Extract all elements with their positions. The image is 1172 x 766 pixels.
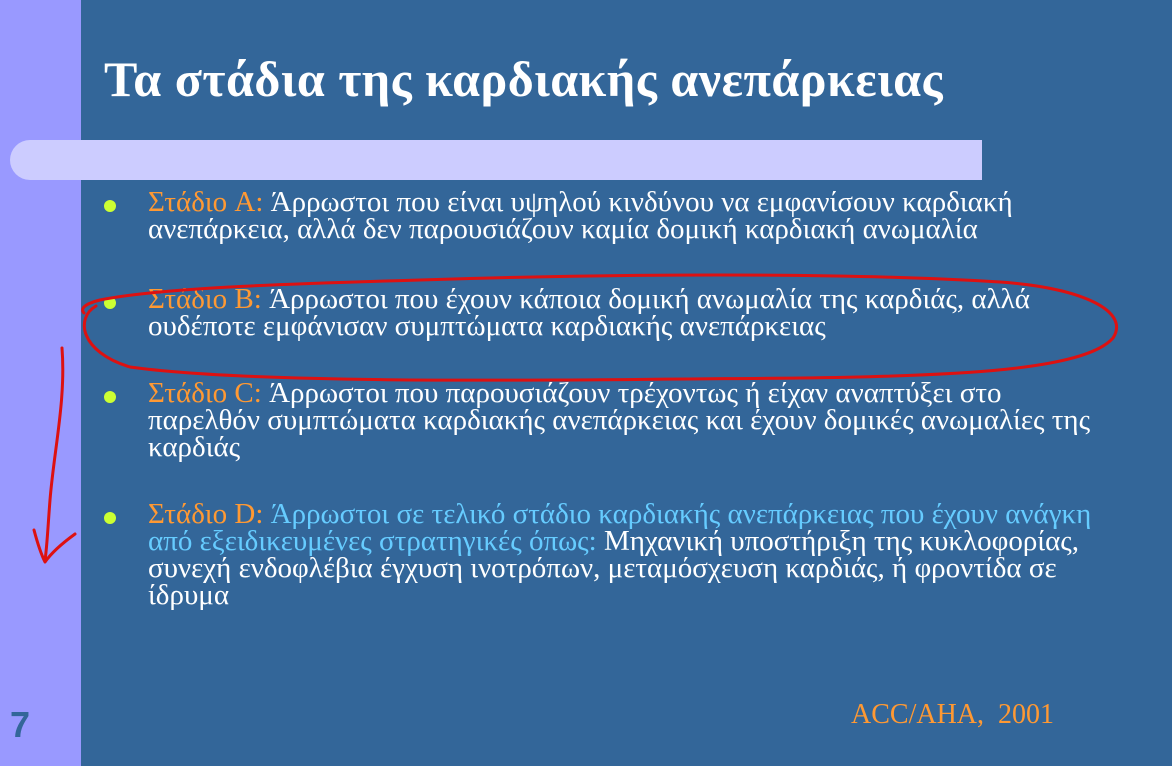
stage-description-highlight: Άρρωστοι σε τελικό στάδιο καρδιακής ανεπάρκειας που έχουν ανάγκη από εξειδικευμένες στρατηγικές όπως: [148,498,1092,557]
bullet-icon [104,391,116,403]
bullet-icon [104,297,116,309]
stage-item-c [100,377,1100,463]
stage-label: Στάδιο B: [148,283,262,315]
source-citation: ACC/AHA, 2001 [851,699,1055,730]
stage-label: Στάδιο A: [148,186,264,218]
bullet-icon [104,200,116,212]
stage-item-b [100,283,1100,342]
stage-label: Στάδιο D: [148,498,264,530]
slide-sidebar [0,0,81,766]
stage-description: Άρρωστοι που παρουσιάζουν τρέχοντως ή είχαν αναπτύξει στο παρελθόν συμπτώματα καρδιακής ανεπάρκειας και έχουν δομικές ανωμαλίες της καρδιάς [148,377,1091,463]
stage-list [100,186,1100,611]
stage-description: Άρρωστοι που έχουν κάποια δομική ανωμαλία της καρδιάς, αλλά ουδέποτε εμφάνισαν συμπτώματα καρδιακής ανεπάρκειας [148,283,1030,342]
stage-label: Στάδιο C: [148,377,262,409]
slide-title: Τα στάδια της καρδιακής ανεπάρκειας [104,51,944,107]
bullet-icon [104,512,116,524]
stage-item-d [100,498,1100,611]
stage-description: Μηχανική υποστήριξη της κυκλοφορίας, συνεχή ενδοφλέβια έγχυση ινοτρόπων, μεταμόσχευση καρδιάς, ή φροντίδα σε ίδρυμα [148,525,1080,611]
stage-description: Άρρωστοι που είναι υψηλού κινδύνου να εμφανίσουν καρδιακή ανεπάρκεια, αλλά δεν παρουσιάζουν καμία δομική καρδιακή ανωμαλία [148,186,1013,245]
page-number: 7 [10,704,31,745]
stage-item-a [100,186,1100,245]
title-underline-bar [10,140,982,180]
